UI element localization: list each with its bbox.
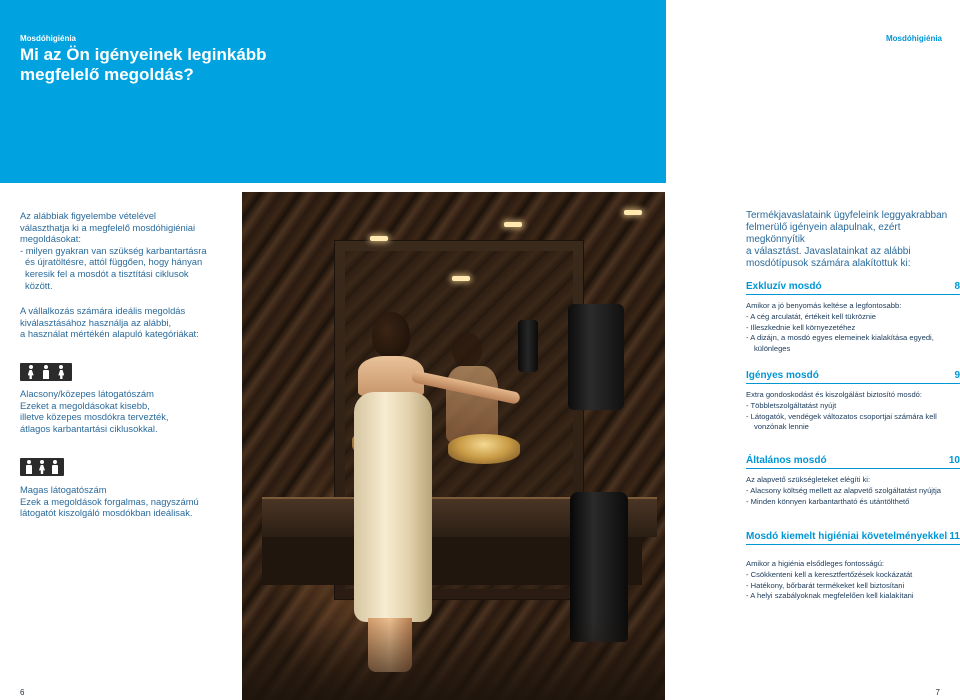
section-body [746, 475, 960, 507]
text-line: és újratöltésre, attól függően, hogy hányan [25, 256, 203, 268]
text-line: - Hatékony, bőrbarát termékeket kell biztosítani [746, 580, 905, 590]
text-line: - Többletszolgáltatást nyújt [746, 400, 837, 410]
text-line: Az alábbiak figyelembe vételével [20, 210, 157, 221]
section-title: Mosdó kiemelt higiéniai követelményekkel [746, 531, 948, 542]
text-line: látogatót kiszolgáló mosdókban ideálisak. [20, 507, 193, 519]
soap-dispenser [518, 320, 538, 372]
text-line: - A dizájn, a mosdó egyes elemeinek kialakítása egyedi, [746, 333, 934, 343]
section-title: Általános mosdó [746, 455, 827, 466]
section-heading [746, 370, 960, 384]
page-number-left: 6 [20, 688, 25, 697]
text-line: Amikor a jó benyomás keltése a legfontosabb: [746, 301, 902, 310]
text-line: - milyen gyakran van szükség karbantartásra [20, 244, 207, 256]
restroom-photo [242, 192, 665, 700]
section-kicker-right: Mosdóhigiénia [886, 34, 942, 43]
text-line: vonzónak lennie [754, 422, 809, 432]
low-traffic-title: Alacsony/közepes látogatószám [20, 388, 154, 399]
person-icon [26, 365, 36, 379]
text-line: - Alacsony költség mellett az alapvető szolgáltatást nyújtja [746, 485, 942, 495]
section-heading [746, 531, 960, 545]
wash-basin [448, 434, 520, 464]
text-line: - Minden könnyen karbantartható és utántölthető [746, 496, 910, 506]
high-traffic-block [20, 484, 230, 519]
text-line: különleges [754, 344, 791, 354]
text-line: - Látogatók, vendégek változatos csoportjai számára kell [746, 411, 937, 421]
high-traffic-title: Magas látogatószám [20, 484, 107, 495]
section-heading [746, 281, 960, 295]
text-line: - Illeszkednie kell környezetéhez [746, 322, 856, 332]
section-premium [746, 370, 960, 433]
section-page-number: 9 [954, 370, 960, 381]
recommendation-intro [746, 210, 960, 270]
text-line: Termékjavaslataink ügyfeleink leggyakrabban [746, 210, 948, 221]
section-title: Exkluzív mosdó [746, 281, 822, 292]
ceiling-light [504, 222, 522, 227]
text-line: illetve közepes mosdókra tervezték, [20, 411, 169, 423]
section-page-number: 10 [948, 455, 960, 466]
section-general [746, 455, 960, 507]
text-line: kiválasztásához használja az alábbi, [20, 316, 172, 328]
text-line: a választást. Javaslatainkat az alábbi [746, 246, 911, 257]
section-body [746, 301, 960, 355]
section-page-number: 8 [954, 281, 960, 292]
person-icon [37, 460, 47, 474]
low-traffic-icon [20, 363, 72, 381]
section-kicker-left: Mosdóhigiénia [20, 34, 76, 43]
text-line: a használat mértékén alapuló kategóriákat: [20, 328, 199, 340]
person-icon [50, 460, 60, 474]
text-line: - A cég arculatát, értékeit kell tükröznie [746, 311, 877, 321]
ceiling-light [452, 276, 470, 281]
section-page-number: 11 [949, 531, 960, 542]
text-line: keresik fel a mosdót a tisztítási ciklusok [25, 267, 189, 279]
woman-figure [354, 312, 454, 672]
towel-dispenser [568, 304, 624, 410]
section-high-hygiene [746, 531, 960, 602]
text-line: megoldásokat: [20, 233, 81, 245]
ceiling-light [624, 210, 642, 215]
categories-intro [20, 305, 230, 340]
text-line: felmerülő igényein alapulnak, ezért megkönnyítik [746, 222, 901, 245]
person-icon [56, 365, 66, 379]
low-traffic-block [20, 388, 230, 434]
text-line: átlagos karbantartási ciklusokkal. [20, 422, 158, 434]
section-body [746, 559, 960, 602]
text-line: Ezeket a megoldásokat kisebb, [20, 399, 150, 411]
text-line: Az alapvető szükségleteket elégíti ki: [746, 475, 871, 484]
section-exclusive [746, 281, 960, 355]
text-line: választhatja ki a megfelelő mosdóhigiéniai [20, 221, 196, 233]
page-title: Mi az Ön igényeinek leginkább megfelelő megoldás? [20, 45, 267, 84]
intro-paragraph [20, 210, 230, 291]
text-line: - Csökkenteni kell a keresztfertőzések kockázatát [746, 569, 913, 579]
text-line: Extra gondoskodást és kiszolgálást biztosító mosdó: [746, 390, 923, 399]
text-line: között. [25, 279, 53, 291]
section-heading [746, 455, 960, 469]
high-traffic-icon [20, 458, 64, 476]
text-line: A vállalkozás számára ideális megoldás [20, 305, 186, 316]
section-title: Igényes mosdó [746, 370, 819, 381]
person-icon [41, 365, 51, 379]
ceiling-light [370, 236, 388, 241]
text-line: Amikor a higiénia elsődleges fontosságú: [746, 559, 885, 568]
text-line: Ezek a megoldások forgalmas, nagyszámú [20, 495, 199, 507]
section-body [746, 390, 960, 433]
page-number-right: 7 [935, 688, 940, 697]
text-line: - A helyi szabályoknak megfelelően kell kialakítani [746, 591, 914, 601]
text-line: mosdótípusok számára alakítottuk ki: [746, 258, 911, 269]
header-banner [0, 0, 666, 183]
person-icon [24, 460, 34, 474]
